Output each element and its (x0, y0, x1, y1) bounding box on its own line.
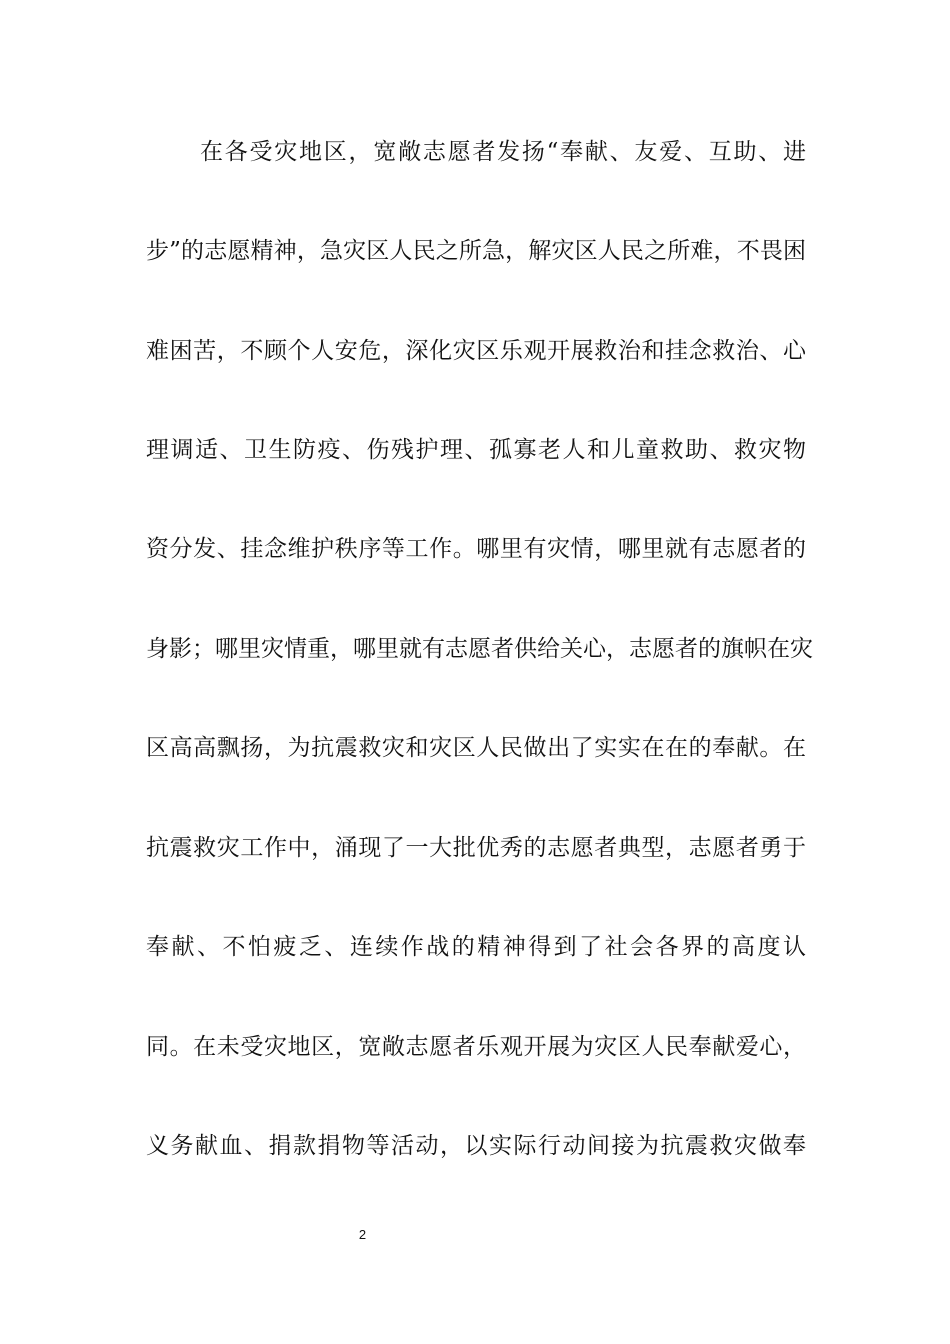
paragraph-line: 区高高飘扬，为抗震救灾和灾区人民做出了实实在在的奉献。在 (146, 735, 806, 761)
paragraph-line: 步”的志愿精神，急灾区人民之所急，解灾区人民之所难，不畏困 (146, 238, 806, 264)
paragraph-line: 难困苦，不顾个人安危，深化灾区乐观开展救治和挂念救治、心 (146, 338, 806, 364)
paragraph-line: 同。在未受灾地区，宽敞志愿者乐观开展为灾区人民奉献爱心， (146, 1034, 806, 1060)
paragraph-line: 身影；哪里灾情重，哪里就有志愿者供给关心，志愿者的旗帜在灾 (146, 636, 813, 662)
paragraph-line: 在各受灾地区，宽敞志愿者发扬“奉献、友爱、互助、进 (200, 139, 806, 165)
paragraph-line: 奉献、不怕疲乏、连续作战的精神得到了社会各界的高度认 (146, 934, 806, 960)
paragraph-line: 抗震救灾工作中，涌现了一大批优秀的志愿者典型，志愿者勇于 (146, 835, 806, 861)
paragraph-line: 资分发、挂念维护秩序等工作。哪里有灾情，哪里就有志愿者的 (146, 536, 806, 562)
paragraph-line: 义务献血、捐款捐物等活动，以实际行动间接为抗震救灾做奉 (146, 1133, 806, 1159)
page-number: 2 (358, 1227, 367, 1242)
paragraph-line: 理调适、卫生防疫、伤残护理、孤寡老人和儿童救助、救灾物 (146, 437, 806, 463)
